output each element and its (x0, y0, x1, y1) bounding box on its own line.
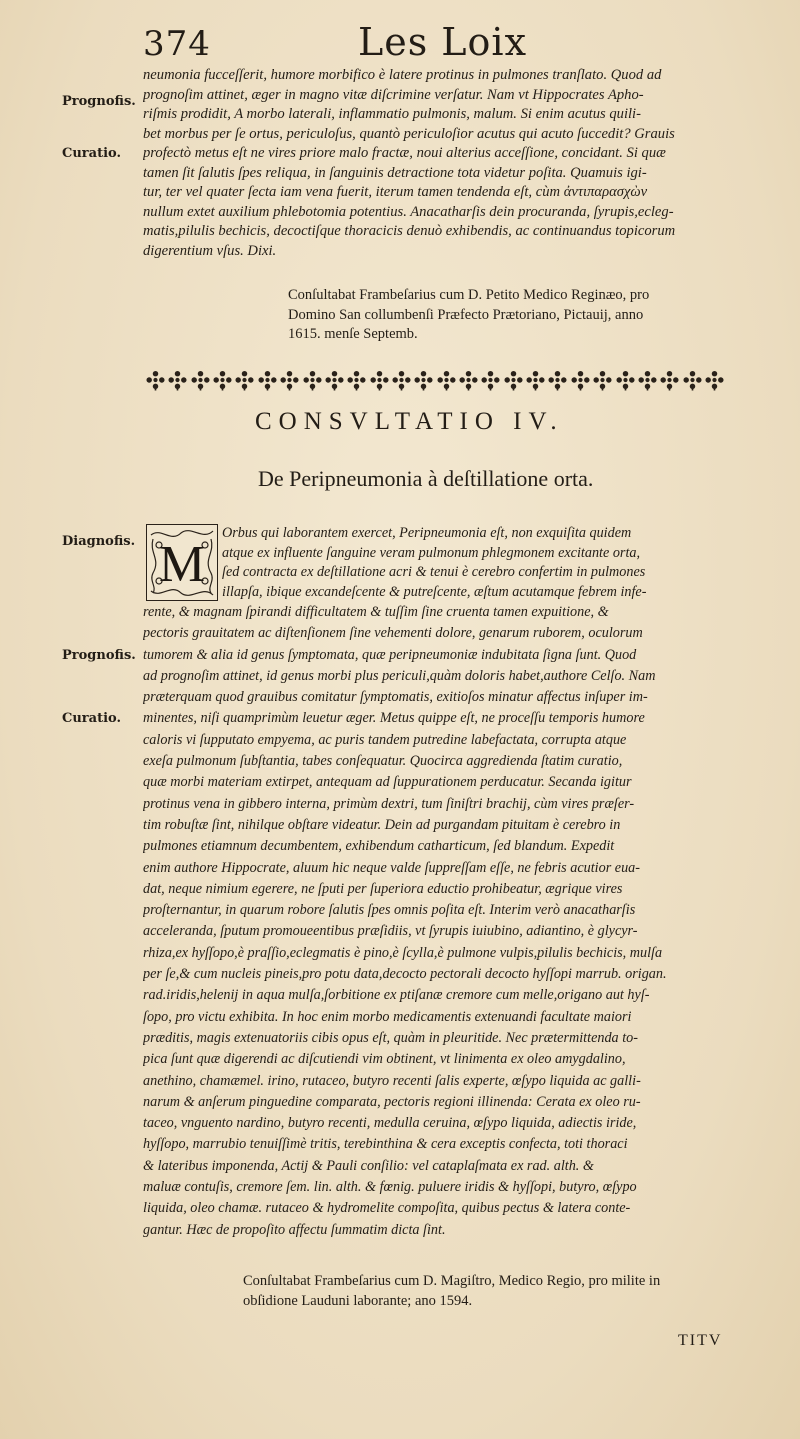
ornament-glyph (637, 369, 658, 391)
ornament-glyph (413, 369, 434, 391)
text-line: tumorem & alia id genus ſymptomata, quæ peripneumoniæ indubitata ſigna ſunt. Quod (143, 646, 637, 663)
text-line: taceo, vnguento nardino, butyro recenti, medulla ceruina, œſypo liquida, adiectis iride, (143, 1115, 637, 1132)
margin-note-prognosis-2: Prognofis. (62, 648, 136, 663)
drop-cap-ornament (147, 525, 217, 600)
text-line: tim robuſtæ ſint, nihilque obſtare videatur. Dein ad purgandam pituitam è cerebro in (143, 816, 621, 833)
catchword: TITV (678, 1332, 723, 1349)
ornament-glyph (704, 369, 725, 391)
text-line: Conſultabat Frambeſarius cum D. Magiſtro, Medico Regio, pro milite in (243, 1273, 661, 1289)
consultation-signature (288, 286, 728, 345)
text-line: liquida, oleo chamæ. rutaceo & hydromelite compoſita, quibus pectus & latera conte- (143, 1200, 631, 1217)
text-line: proſternantur, in quarum robore ſalutis ſpes omnis poſita eſt. Interim verò anacatharſis (143, 902, 636, 919)
text-line: 1615. menſe Septemb. (288, 326, 418, 342)
text-line: ad prognoſim attinet, id genus morbi plus periculi,quàm doloris habet,authore Celſo. Nam (143, 667, 656, 684)
ornament-glyph (346, 369, 367, 391)
ornament-glyph (592, 369, 613, 391)
ornament-glyph (212, 369, 233, 391)
text-line: narum & anſerum pinguedine comparata, pectoris regioni illinenda: Cerata ex oleo ru- (143, 1093, 641, 1110)
text-line: profectò metus eſt ne vires priore malo fractæ, noui alterius acceſſione, concidant. Si quæ (143, 145, 666, 161)
ornament-glyph (659, 369, 680, 391)
text-line: gantur. Hæc de propoſito affectu ſummatim dicta ſint. (143, 1221, 446, 1238)
ornament-glyph (391, 369, 412, 391)
ornament-glyph (570, 369, 591, 391)
ornament-glyph (615, 369, 636, 391)
text-line: pectoris grauitatem ac diſtenſionem ſine vehementi dolore, genarum ruborem, oculorum (143, 625, 643, 642)
text-line: Domino San collumbenſi Præfecto Prætoriano, Pictauij, anno (288, 306, 644, 323)
text-line: illapſa, ibique excandeſcente & putreſcente, æſtum acutamque febrem infe- (222, 583, 647, 600)
ornament-glyph (145, 369, 166, 391)
text-line: rad.iridis,helenij in aqua mulſa,ſorbitione ex ptiſanæ cremore cum melle,origano aut hyſ- (143, 987, 650, 1004)
text-line: nullum extet auxilium phlebotomia potentius. Anacatharſis dein procuranda, ſyrupis,ecleg- (143, 203, 674, 220)
margin-note-curatio: Curatio. (62, 146, 121, 161)
text-line: anethino, chamæmel. irino, rutaceo, butyro recenti ſalis experte, œſypo liquida ac galli- (143, 1072, 641, 1089)
text-line: matis,pilulis bechicis, decoctiſque thoracicis denuò exhibendis, ac continuandus topicorum (143, 223, 676, 239)
margin-note-diagnosis: Diagnofis. (62, 534, 136, 549)
text-line: ſed contracta ex deſtillatione acri & tenui è cerebro confertim in pulmones (222, 564, 646, 580)
text-line: pulmones etiamnum decumbentem, exhibendum catharticum, ſed blandum. Expedit (143, 838, 615, 855)
ornament-glyph (525, 369, 546, 391)
text-line: ſopo, pro victu exhibita. In hoc enim morbo medicamentis extenuandi facultate maiori (143, 1008, 632, 1025)
text-line: dat, neque nimium egerere, ne ſputi per ſuperiora eductio prohibeatur, ægrique vires (143, 880, 623, 897)
ornament-glyph (279, 369, 300, 391)
consultation-title: CONSVLTATIO IV. (255, 408, 564, 435)
text-line: minentes, niſi quamprimùm leuetur æger. Metus quippe eſt, ne proceſſu temporis humore (143, 710, 645, 727)
paragraph-main (143, 602, 728, 1241)
text-line: rente, & magnam ſpirandi difficultatem & tuſſim ſine cruenta tamen expuitione, & (143, 604, 609, 620)
page-number: 374 (143, 24, 211, 64)
text-line: per ſe,& cum nucleis pineis,pro potu data,decocto pectorali decocto hyſſopi marrub. origan. (143, 966, 667, 983)
text-line: prognoſim attinet, æger in magno vitæ diſcrimine verſatur. Nam vt Hippocrates Apho- (143, 86, 644, 103)
margin-note-prognosis: Prognofis. (62, 94, 136, 109)
text-line: Orbus qui laborantem exercet, Peripneumonia eſt, non exquiſita quidem (222, 525, 632, 541)
ornament-glyph (167, 369, 188, 391)
ornament-glyph (458, 369, 479, 391)
text-line: & lateribus imponenda, Actij & Pauli conſilio: vel cataplaſmata ex rad. alth. & (143, 1157, 594, 1174)
consultation-subtitle: De Peripneumonia à deſtillatione orta. (258, 466, 594, 491)
drop-cap-letter: M (158, 536, 206, 593)
ornament-glyph (257, 369, 278, 391)
ornament-glyph (503, 369, 524, 391)
text-line: acceleranda, ſputum promoueentibus præſidiis, vt ſyrupis iuiubino, adiantino, è glycyr- (143, 923, 638, 940)
ornament-glyph (324, 369, 345, 391)
text-line: tur, ter vel quater ſecta iam vena fuerit, iterum tamen tendenda eſt, cùm ἀντιπαρασχὼν (143, 184, 648, 200)
text-line: rhiza,ex hyſſopo,è praſſio,eclegmatis è pino,è ſcylla,è pulmone vulpis,pilulis bechicis, mulſa (143, 944, 663, 961)
text-line: protinus vena in gibbero interna, primùm dextri, tum ſiniſtri brachij, cùm vires præſer- (143, 795, 635, 812)
text-line: neumonia fucceſſerit, humore morbifico è latere protinus in pulmones tranſlato. Quod ad (143, 67, 662, 83)
text-line: quæ morbi materiam extirpet, antequam ad ſuppurationem perducatur. Secanda igitur (143, 774, 632, 791)
text-line: exeſa pulmonum ſubſtantia, tabes conſequatur. Quocirca aggredienda ſtatim curatio, (143, 753, 623, 770)
text-line: bet morbus per ſe ortus, periculoſus, quantò periculoſior acutus qui acuto ſuccedit? Grauis (143, 125, 675, 142)
ornament-glyph (234, 369, 255, 391)
text-line: atque ex influente ſanguine veram pulmonum phlegmonem excitante orta, (222, 544, 641, 561)
text-line: pica ſunt quæ digerendi ac diſcutiendi vim obtinent, vt linimenta ex oleo amygdalino, (143, 1051, 626, 1068)
ornament-glyph (190, 369, 211, 391)
ornament-glyph (369, 369, 390, 391)
text-line: maluæ contuſis, cremore ſem. lin. alth. & fœnig. puluere iridis & hyſſopi, butyro, œſypo (143, 1179, 637, 1196)
text-line: digerentium vſus. Dixi. (143, 242, 277, 259)
text-line: obſidione Lauduni laborante; ano 1594. (243, 1293, 473, 1309)
drop-cap (146, 524, 218, 601)
text-line: riſmis prodidit, A morbo laterali, inflammatio pulmonis, malum. Si enim acutus quili- (143, 106, 641, 122)
ornament-glyph (682, 369, 703, 391)
text-line: præditis, magis extenuatoriis cibis opus eſt, quàm in pleuritide. Nec prætermittenda to- (143, 1029, 638, 1046)
ornament-border (145, 363, 725, 397)
text-line: Conſultabat Frambeſarius cum D. Petito Medico Reginæo, pro (288, 287, 650, 303)
paragraph-continuation (143, 66, 725, 261)
ornament-glyph (480, 369, 501, 391)
text-line: caloris vi ſupputato empyema, ac puris tandem putredine labefactata, corrupta atque (143, 731, 627, 748)
ornament-glyph (547, 369, 568, 391)
ornament-glyph (436, 369, 457, 391)
text-line: enim authore Hippocrate, aluum hic neque valde ſuppreſſam eſſe, ne febris acutior eua- (143, 859, 640, 876)
text-line: hyſſopo, marrubio tenuiſſimè tritis, terebinthina & cera exceptis confecta, toti thoraci (143, 1136, 628, 1153)
consultation-signature-2 (243, 1271, 733, 1311)
text-line: præterquam quod grauibus comitatur ſymptomatis, exitioſos minatur affectus inſuper im- (143, 689, 648, 706)
running-head: Les Loix (358, 20, 527, 64)
margin-note-curatio-2: Curatio. (62, 711, 121, 726)
ornament-glyph (302, 369, 323, 391)
text-line: tamen ſit ſalutis ſpes reliqua, in ſanguinis detractione tota videtur poſita. Quamuis igi- (143, 164, 647, 181)
paragraph-dropcap-lines (222, 524, 726, 602)
